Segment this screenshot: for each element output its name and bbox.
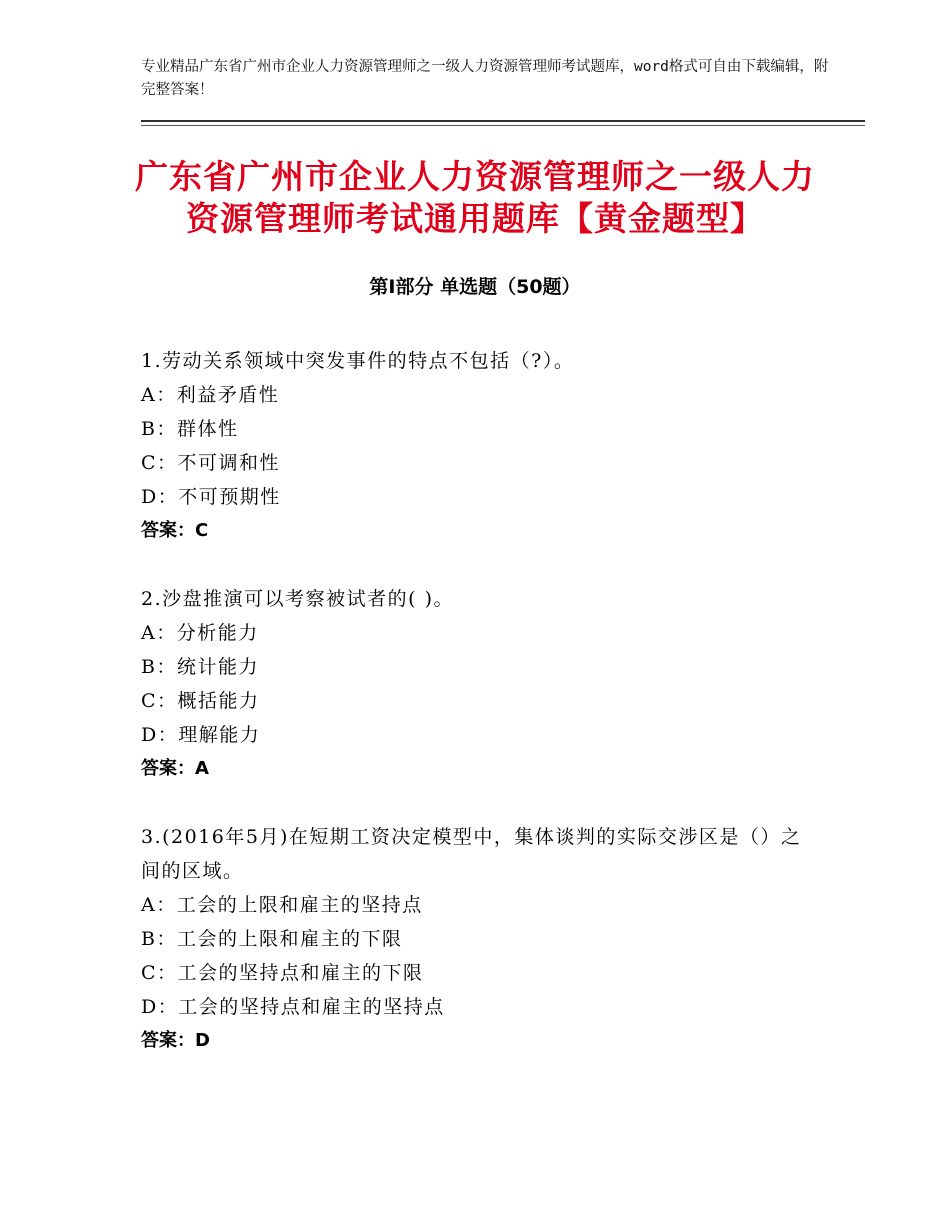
option-a: A：利益矛盾性 (141, 384, 280, 406)
option-c: C：概括能力 (141, 690, 260, 712)
option-a: A：分析能力 (141, 622, 259, 644)
question-stem: 3.(2016年5月)在短期工资决定模型中，集体谈判的实际交涉区是（）之间的区域。 (141, 826, 802, 882)
header-rule-thin (141, 125, 865, 126)
question-1 (141, 344, 821, 548)
header-rule-thick (141, 120, 865, 122)
option-b: B：工会的上限和雇主的下限 (141, 928, 403, 950)
section-heading: 第Ⅰ部分 单选题（50题） (369, 276, 581, 298)
option-b: B：统计能力 (141, 656, 259, 678)
header-note: 专业精品广东省广州市企业人力资源管理师之一级人力资源管理师考试题库，word格式可自由下载编辑，附完整答案！ (141, 59, 829, 98)
document-title: 广东省广州市企业人力资源管理师之一级人力资源管理师考试通用题库【黄金题型】 (135, 157, 815, 238)
option-a: A：工会的上限和雇主的坚持点 (141, 894, 423, 916)
question-stem: 1.劳动关系领域中突发事件的特点不包括（?）。 (141, 350, 575, 372)
question-3 (141, 820, 821, 1058)
option-c: C：不可调和性 (141, 452, 281, 474)
option-b: B：群体性 (141, 418, 239, 440)
option-c: C：工会的坚持点和雇主的下限 (141, 962, 424, 984)
option-d: D：理解能力 (141, 724, 261, 746)
question-2 (141, 582, 821, 786)
answer-line: 答案：C (141, 520, 209, 541)
option-d: D：不可预期性 (141, 486, 281, 508)
answer-line: 答案：D (141, 1030, 210, 1051)
option-d: D：工会的坚持点和雇主的坚持点 (141, 996, 445, 1018)
question-list (141, 344, 821, 1092)
question-stem: 2.沙盘推演可以考察被试者的( )。 (141, 588, 454, 610)
answer-line: 答案：A (141, 758, 209, 779)
